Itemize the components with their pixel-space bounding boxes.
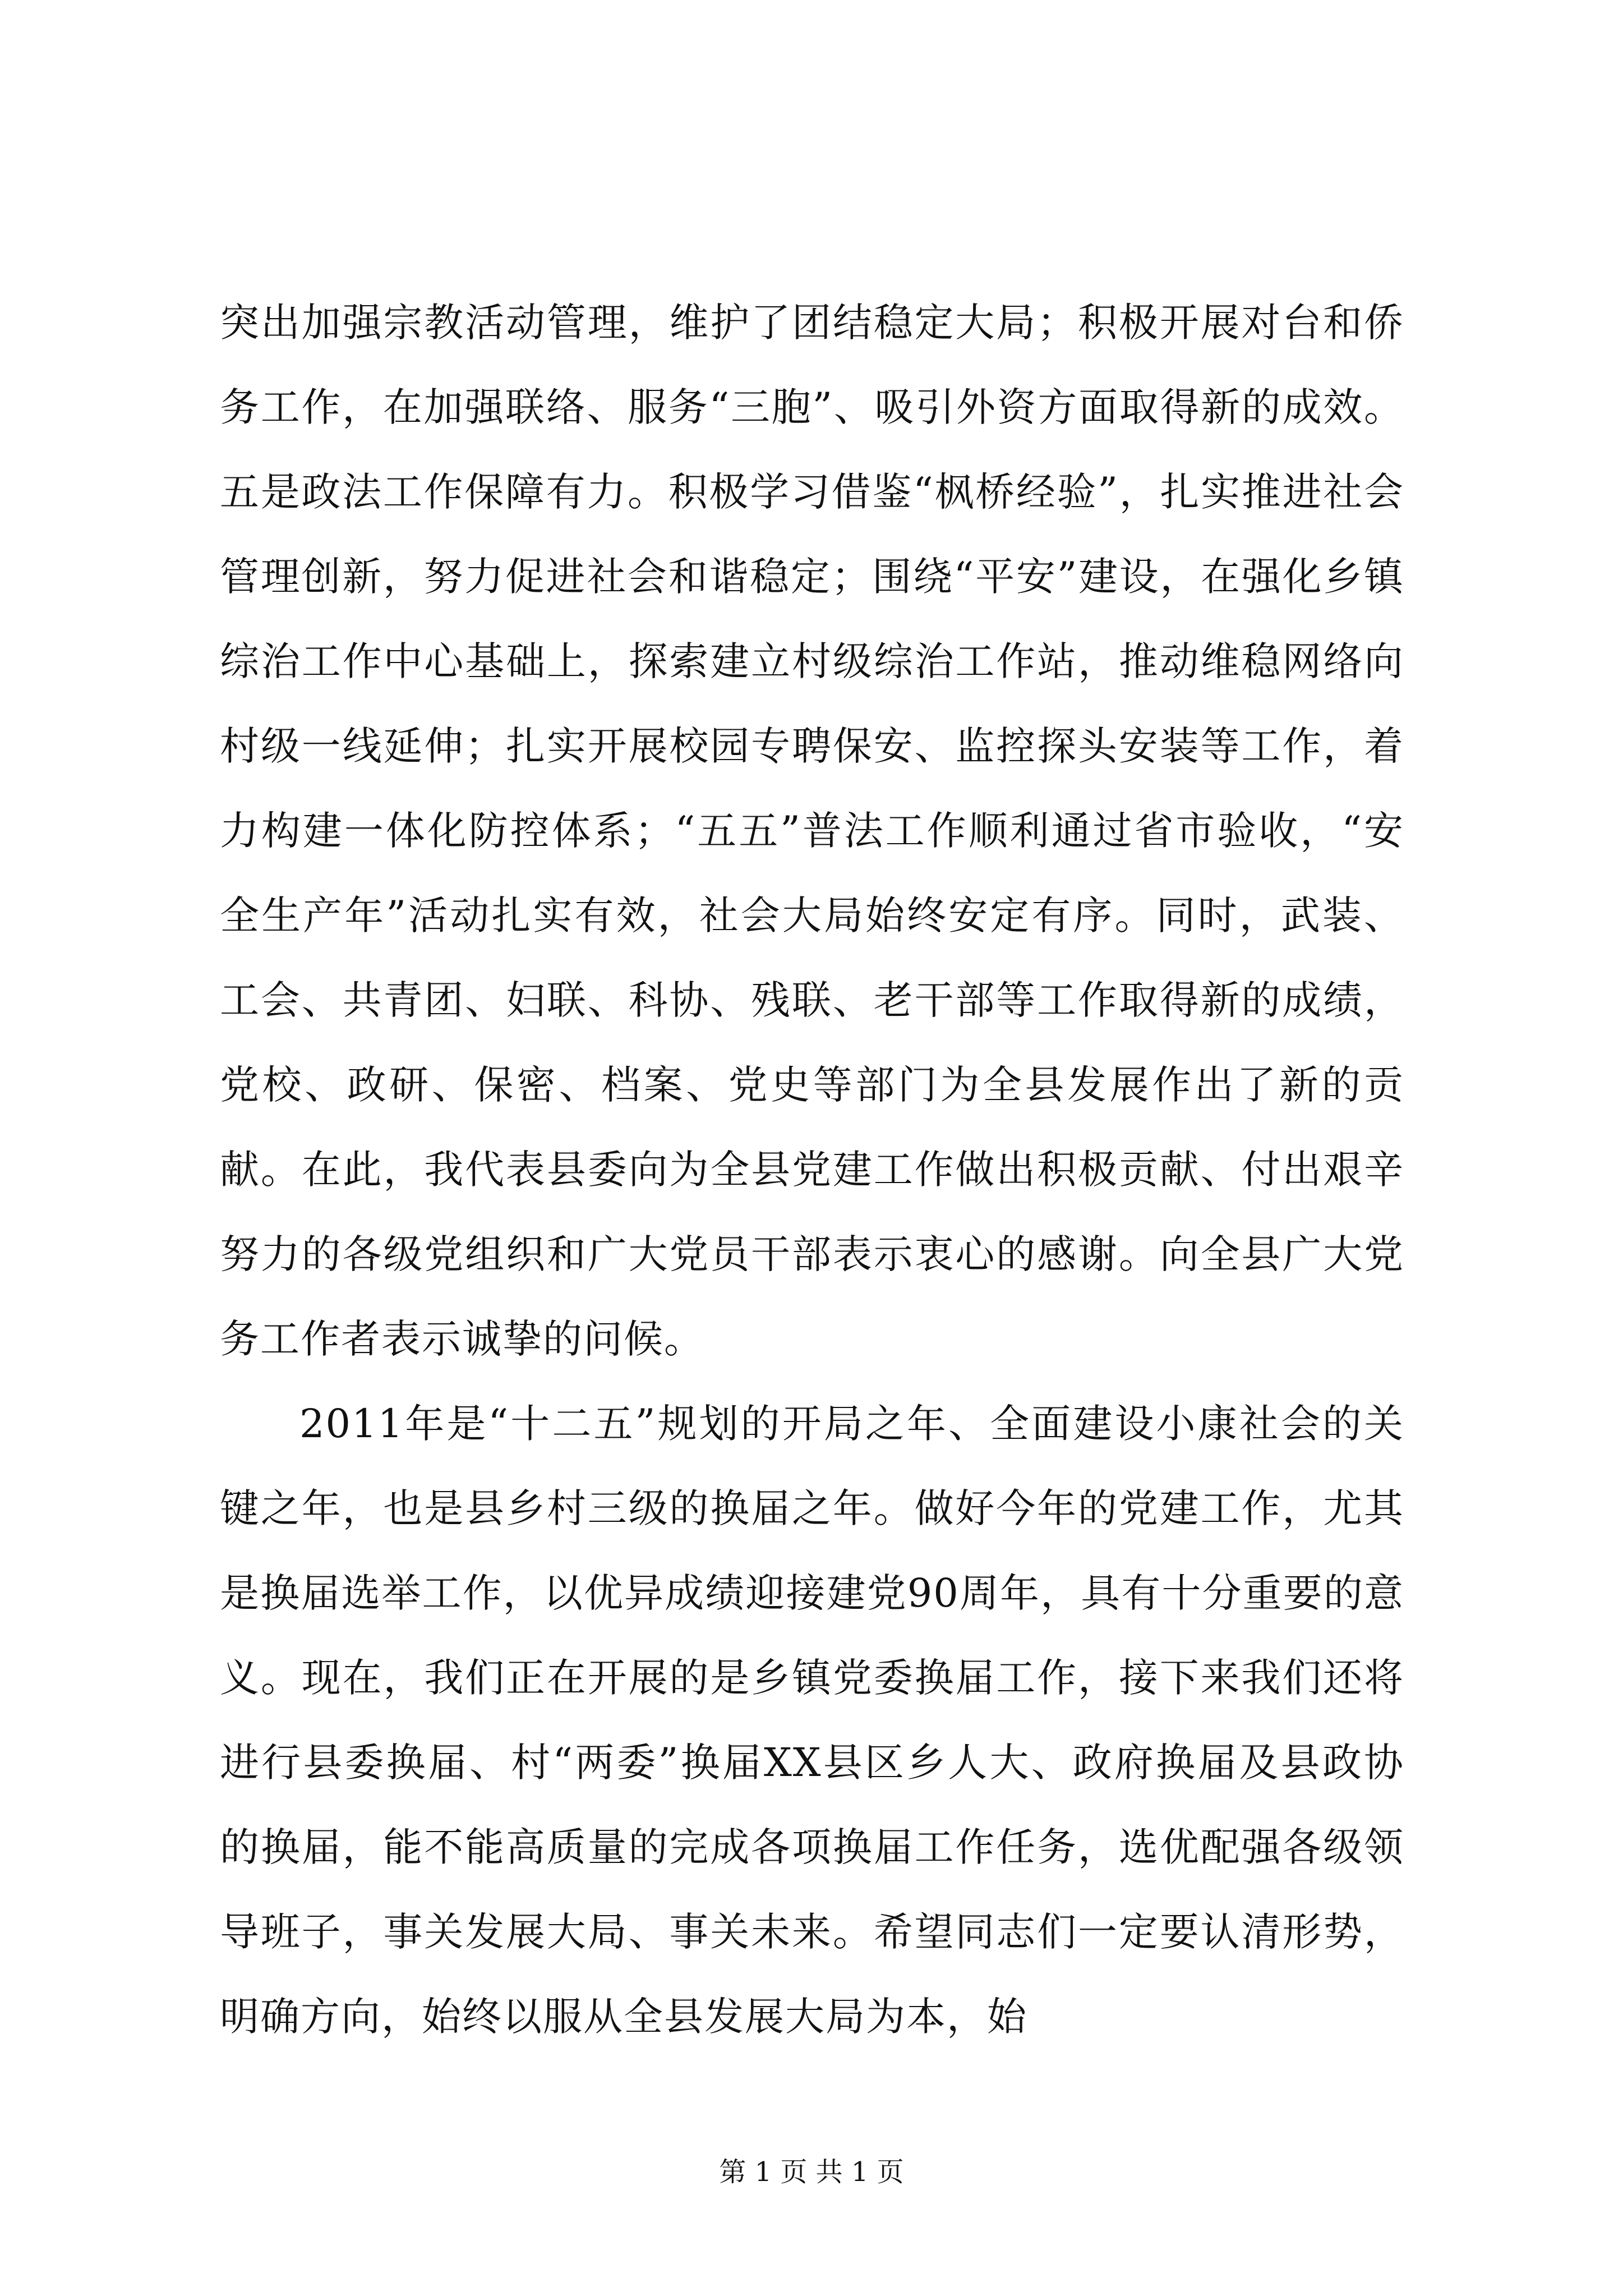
paragraph-1: 突出加强宗教活动管理，维护了团结稳定大局；积极开展对台和侨务工作，在加强联络、服务“三胞”、吸引外资方面取得新的成效。五是政法工作保障有力。积极学习借鉴“枫桥经验”，扎实推进社会管理创新，努力促进社会和谐稳定；围绕“平安”建设，在强化乡镇综治工作中心基础上，探索建立村级综治工作站，推动维稳网络向村级一线延伸；扎实开展校园专聘保安、监控探头安装等工作，着力构建一体化防控体系；“五五”普法工作顺利通过省市验收，“安全生产年”活动扎实有效，社会大局始终安定有序。同时，武装、工会、共青团、妇联、科协、残联、老干部等工作取得新的成绩，党校、政研、保密、档案、党史等部门为全县发展作出了新的贡献。在此，我代表县委向为全县党建工作做出积极贡献、付出艰辛努力的各级党组织和广大党员干部表示衷心的感谢。向全县广大党务工作者表示诚挚的问候。 bbox=[220, 300, 1404, 1362]
page-footer: 第 1 页 共 1 页 bbox=[719, 2156, 904, 2188]
paragraph-2: 2011年是“十二五”规划的开局之年、全面建设小康社会的关键之年，也是县乡村三级的换届之年。做好今年的党建工作，尤其是换届选举工作，以优异成绩迎接建党90周年，具有十分重要的意义。现在，我们正在开展的是乡镇党委换届工作，接下来我们还将进行县委换届、村“两委”换届XX县区乡人大、政府换届及县政协的换届，能不能高质量的完成各项换届工作任务，选优配强各级领导班子，事关发展大局、事关未来。希望同志们一定要认清形势，明确方向，始终以服从全县发展大局为本，始 bbox=[220, 1401, 1404, 2040]
document-body bbox=[220, 280, 1404, 2059]
